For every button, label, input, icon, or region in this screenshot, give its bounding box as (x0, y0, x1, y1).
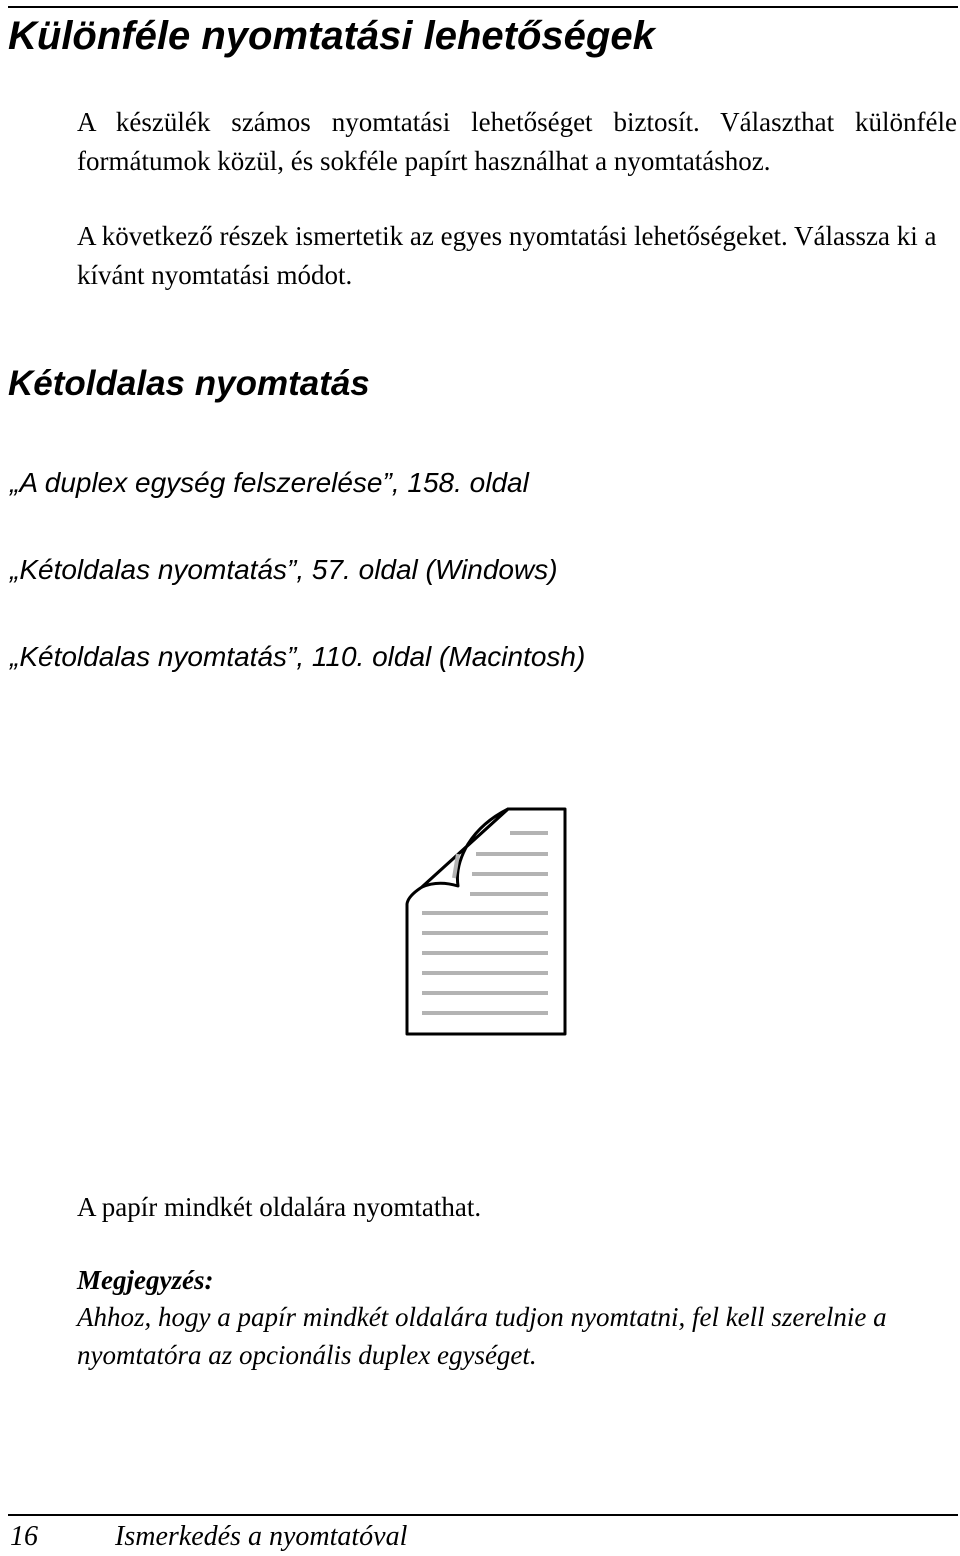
intro-paragraph: A készülék számos nyomtatási lehetőséget biztosít. Választhat különféle formátumok közül, és sokféle papírt használhat a nyomtatáshoz. (77, 107, 957, 176)
footer-chapter-title: Ismerkedés a nyomtatóval (115, 1521, 408, 1552)
note-text: Ahhoz, hogy a papír mindkét oldalára tudjon nyomtatni, fel kell szerelnie a nyomtatóra az opcionális duplex egységet. (77, 1302, 887, 1370)
cross-reference-duplex-install[interactable]: „A duplex egység felszerelése”, 158. oldal (10, 467, 529, 498)
illustration-caption: A papír mindkét oldalára nyomtathat. (77, 1192, 482, 1222)
duplex-page-icon (400, 800, 570, 1040)
page-number: 16 (10, 1521, 38, 1552)
bottom-rule (8, 1514, 958, 1516)
cross-reference-duplex-windows[interactable]: „Kétoldalas nyomtatás”, 57. oldal (Windows) (10, 554, 558, 585)
cross-reference-duplex-macintosh[interactable]: „Kétoldalas nyomtatás”, 110. oldal (Macintosh) (10, 641, 586, 672)
intro-paragraph-2: A következő részek ismertetik az egyes nyomtatási lehetőségeket. Válassza ki a kívánt nyomtatási módot. (77, 221, 937, 290)
note-title: Megjegyzés: (77, 1265, 214, 1295)
top-rule (8, 6, 958, 8)
page-title: Különféle nyomtatási lehetőségek (8, 14, 655, 58)
section-title: Kétoldalas nyomtatás (8, 364, 370, 403)
